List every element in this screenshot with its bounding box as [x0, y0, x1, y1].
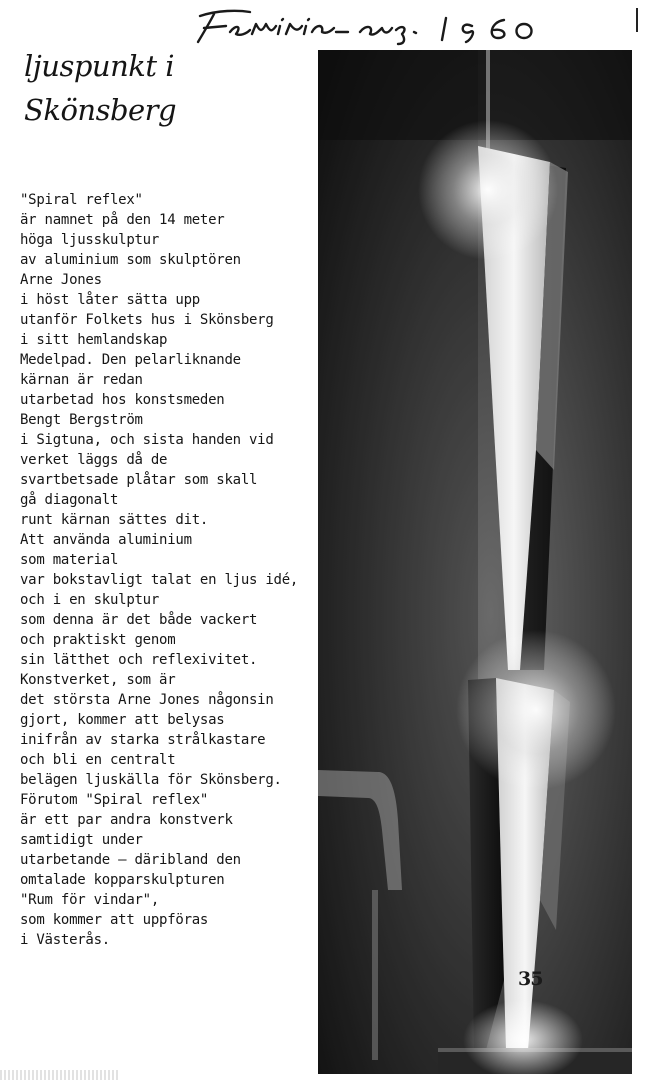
article-line: "Spiral reflex" [20, 192, 143, 208]
article-line: belägen ljuskälla för Skönsberg. [20, 772, 282, 788]
article-line: som kommer att uppföras [20, 912, 209, 928]
article-line: kärnan är redan [20, 372, 143, 388]
sculpture-photograph [318, 50, 632, 1074]
article-line: Att använda aluminium [20, 532, 192, 548]
article-line: är ett par andra konstverk [20, 812, 233, 828]
article-headline [24, 44, 176, 132]
article-line: Förutom "Spiral reflex" [20, 792, 209, 808]
article-line: svartbetsade plåtar som skall [20, 472, 258, 488]
article-line: var bokstavligt talat en ljus idé, [20, 572, 299, 588]
article-line: omtalade kopparskulpturen [20, 872, 225, 888]
article-line: utarbetande — däribland den [20, 852, 241, 868]
article-line: gå diagonalt [20, 492, 119, 508]
article-line: Medelpad. Den pelarliknande [20, 352, 241, 368]
article-line: "Rum för vindar", [20, 892, 160, 908]
article-line: som denna är det både vackert [20, 612, 258, 628]
article-line: Konstverket, som är [20, 672, 176, 688]
article-line: verket läggs då de [20, 452, 168, 468]
article-line: höga ljusskulptur [20, 232, 160, 248]
article-line: och i en skulptur [20, 592, 160, 608]
article-line: samtidigt under [20, 832, 143, 848]
article-line: i höst låter sätta upp [20, 292, 200, 308]
article-line: det största Arne Jones någonsin [20, 692, 274, 708]
article-line: är namnet på den 14 meter [20, 212, 225, 228]
article-line: i Sigtuna, och sista handen vid [20, 432, 274, 448]
article-line: i sitt hemlandskap [20, 332, 168, 348]
scan-edge [0, 1070, 120, 1080]
article-line: och bli en centralt [20, 752, 176, 768]
article-line: inifrån av starka strålkastare [20, 732, 266, 748]
article-line: sin lätthet och reflexivitet. [20, 652, 258, 668]
headline-line-1: ljuspunkt i [24, 49, 174, 83]
article-line: runt kärnan sättes dit. [20, 512, 209, 528]
article-line: gjort, kommer att belysas [20, 712, 225, 728]
article-line: utanför Folkets hus i Skönsberg [20, 312, 274, 328]
article-line: och praktiskt genom [20, 632, 176, 648]
article-line: i Västerås. [20, 932, 110, 948]
page-number: 35 [518, 968, 543, 990]
article-line: som material [20, 552, 119, 568]
edge-mark [636, 8, 638, 32]
article-line: utarbetad hos konstsmeden [20, 392, 225, 408]
handwritten-note [190, 2, 590, 46]
article-body [20, 190, 320, 950]
article-line: av aluminium som skulptören [20, 252, 241, 268]
headline-line-2: Skönsberg [24, 93, 177, 127]
article-line: Bengt Bergström [20, 412, 143, 428]
article-line: Arne Jones [20, 272, 102, 288]
